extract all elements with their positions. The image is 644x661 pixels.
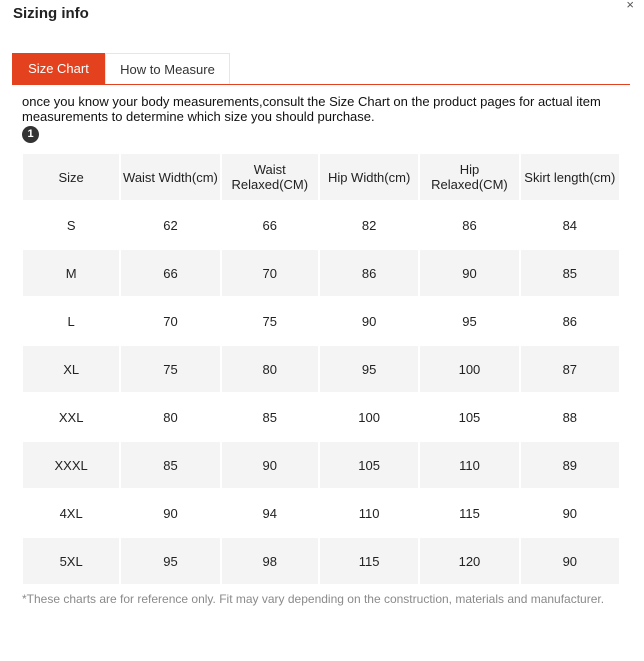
table-cell: 90 xyxy=(420,250,518,296)
table-cell: 90 xyxy=(121,490,219,536)
table-cell: 82 xyxy=(320,202,418,248)
table-cell: 4XL xyxy=(23,490,119,536)
table-row xyxy=(23,442,619,488)
table-cell: 98 xyxy=(222,538,318,584)
table-cell: 84 xyxy=(521,202,619,248)
table-header-row xyxy=(23,154,619,200)
table-cell: 86 xyxy=(420,202,518,248)
table-cell: 115 xyxy=(320,538,418,584)
table-cell: 86 xyxy=(320,250,418,296)
table-cell: 85 xyxy=(521,250,619,296)
table-cell: 89 xyxy=(521,442,619,488)
dialog-title: Sizing info xyxy=(13,5,89,22)
table-cell: 95 xyxy=(320,346,418,392)
table-cell: 75 xyxy=(121,346,219,392)
table-cell: 88 xyxy=(521,394,619,440)
table-cell: 86 xyxy=(521,298,619,344)
table-cell: 66 xyxy=(121,250,219,296)
table-cell: 100 xyxy=(320,394,418,440)
table-cell: 100 xyxy=(420,346,518,392)
table-cell: 90 xyxy=(222,442,318,488)
table-cell: 5XL xyxy=(23,538,119,584)
table-row xyxy=(23,250,619,296)
table-cell: M xyxy=(23,250,119,296)
table-cell: 87 xyxy=(521,346,619,392)
table-cell: 110 xyxy=(420,442,518,488)
table-cell: 95 xyxy=(121,538,219,584)
intro-text: once you know your body measurements,consult the Size Chart on the product pages for actual item measurements to determine which size you should purchase. xyxy=(22,94,601,124)
table-row xyxy=(23,202,619,248)
table-cell: 80 xyxy=(121,394,219,440)
size-chart-table xyxy=(21,152,621,586)
table-cell: 95 xyxy=(420,298,518,344)
table-cell: 115 xyxy=(420,490,518,536)
table-row xyxy=(23,394,619,440)
header-size: Size xyxy=(23,154,119,200)
table-cell: XL xyxy=(23,346,119,392)
table-cell: 70 xyxy=(121,298,219,344)
table-cell: 90 xyxy=(521,538,619,584)
tab-how-to-measure[interactable]: How to Measure xyxy=(105,53,230,84)
header-hip-relaxed: Hip Relaxed(CM) xyxy=(420,154,518,200)
header-waist-relaxed: Waist Relaxed(CM) xyxy=(222,154,318,200)
table-row xyxy=(23,346,619,392)
footnote: *These charts are for reference only. Fit may vary depending on the construction, materials and manufacturer. xyxy=(22,592,605,606)
table-cell: 105 xyxy=(320,442,418,488)
table-cell: 85 xyxy=(222,394,318,440)
table-cell: 120 xyxy=(420,538,518,584)
table-cell: 90 xyxy=(521,490,619,536)
table-cell: 66 xyxy=(222,202,318,248)
table-body xyxy=(23,202,619,584)
table-cell: 62 xyxy=(121,202,219,248)
table-row xyxy=(23,298,619,344)
header-hip-width: Hip Width(cm) xyxy=(320,154,418,200)
tab-bar xyxy=(12,53,630,85)
table-row xyxy=(23,490,619,536)
table-cell: L xyxy=(23,298,119,344)
table-cell: 70 xyxy=(222,250,318,296)
table-cell: 90 xyxy=(320,298,418,344)
tab-size-chart[interactable]: Size Chart xyxy=(12,53,105,84)
header-waist-width: Waist Width(cm) xyxy=(121,154,219,200)
table-cell: 105 xyxy=(420,394,518,440)
table-cell: 75 xyxy=(222,298,318,344)
table-cell: XXXL xyxy=(23,442,119,488)
close-icon[interactable]: × xyxy=(626,0,634,12)
step-number-badge: 1 xyxy=(22,126,39,143)
table-cell: 110 xyxy=(320,490,418,536)
table-cell: 85 xyxy=(121,442,219,488)
table-cell: XXL xyxy=(23,394,119,440)
table-row xyxy=(23,538,619,584)
table-cell: 80 xyxy=(222,346,318,392)
header-skirt-length: Skirt length(cm) xyxy=(521,154,619,200)
table-cell: S xyxy=(23,202,119,248)
table-cell: 94 xyxy=(222,490,318,536)
